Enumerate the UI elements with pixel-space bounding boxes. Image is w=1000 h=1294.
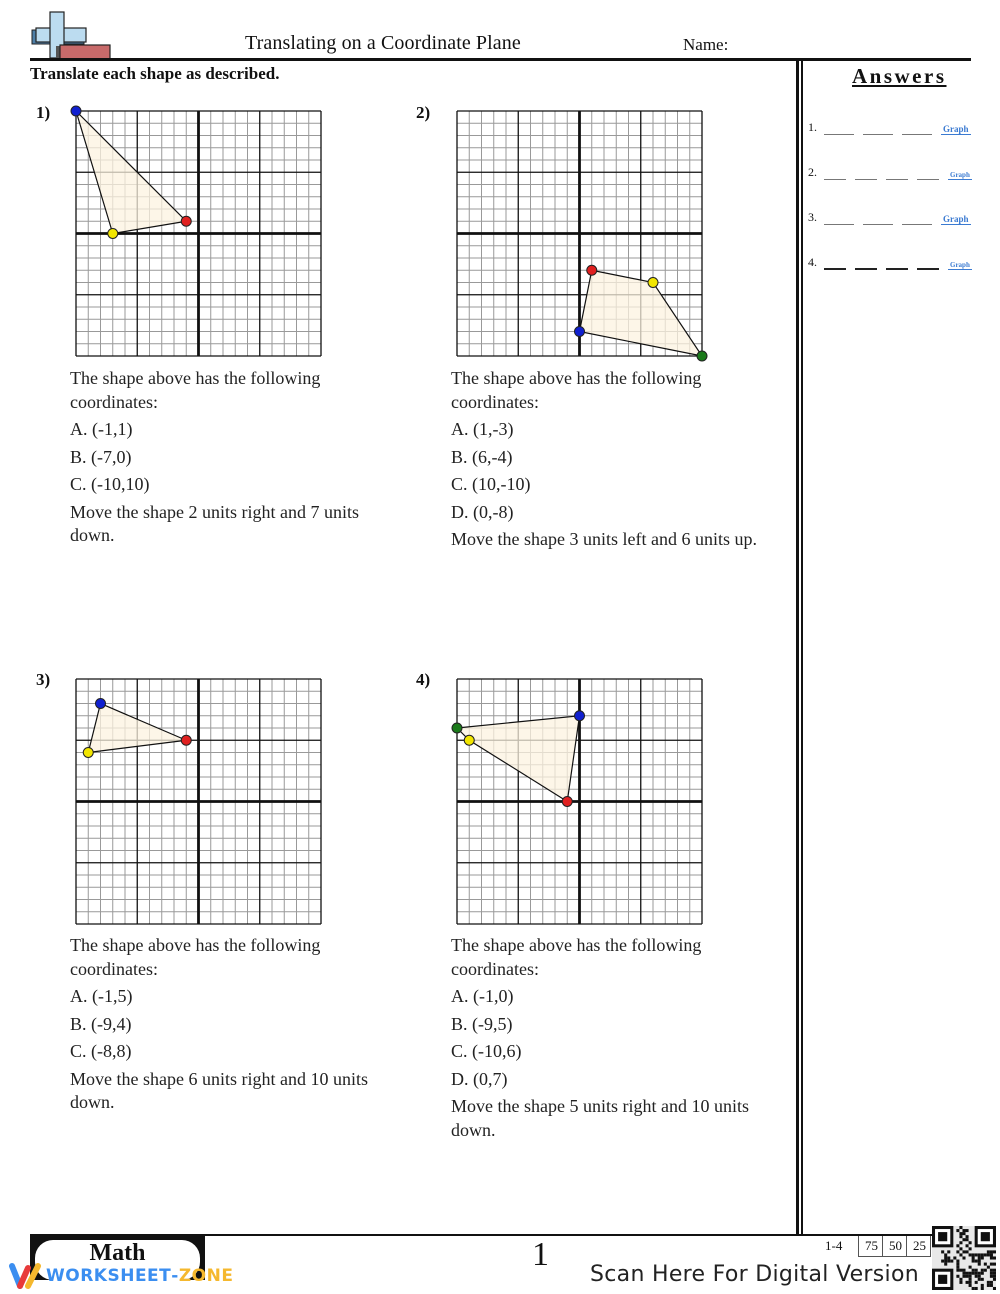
score-cell: 25 — [907, 1236, 931, 1257]
brand-worksheet: WORKSHEET — [46, 1266, 172, 1286]
vertex-point[interactable] — [71, 106, 81, 116]
graph-link[interactable]: Graph — [943, 214, 969, 224]
move-instruction: Move the shape 2 units right and 7 units — [70, 501, 359, 522]
intro-line: The shape above has the following — [70, 368, 321, 388]
intro-line: coordinates: — [451, 958, 539, 979]
coordinate-line: A. (1,-3) — [451, 419, 514, 439]
vertex-point[interactable] — [575, 711, 585, 721]
coordinate-line: B. (6,-4) — [451, 446, 513, 467]
vertex-point[interactable] — [83, 748, 93, 758]
intro-line: coordinates: — [70, 958, 158, 979]
answer-blank[interactable] — [855, 169, 877, 180]
coordinate-line: C. (-10,10) — [70, 474, 150, 494]
vertex-point[interactable] — [181, 216, 191, 226]
problem-number: 2) — [416, 103, 431, 122]
answers-heading: Answers — [852, 64, 947, 88]
page-title: Translating on a Coordinate Plane — [245, 32, 521, 54]
problem-description — [451, 365, 757, 554]
coordinate-line: A. (-1,0) — [451, 986, 514, 1006]
vertex-point[interactable] — [108, 229, 118, 239]
answer-blank[interactable] — [902, 214, 932, 225]
move-instruction: down. — [70, 525, 115, 545]
answer-number: 4. — [808, 255, 817, 269]
coordinate-line: B. (-9,5) — [451, 1013, 513, 1034]
answer-number: 1. — [808, 120, 817, 134]
coordinate-line: C. (10,-10) — [451, 474, 531, 494]
answer-blank[interactable] — [917, 258, 939, 270]
vertex-point[interactable] — [452, 723, 462, 733]
answer-blank[interactable] — [886, 258, 908, 270]
answer-blank[interactable] — [824, 169, 846, 180]
answer-column-divider — [796, 61, 799, 1234]
answer-number: 3. — [808, 210, 817, 224]
coordinate-line: A. (-1,5) — [70, 986, 133, 1006]
coordinate-line: C. (-10,6) — [451, 1041, 522, 1061]
vertex-point[interactable] — [648, 278, 658, 288]
answer-column-divider-inner — [801, 61, 803, 1234]
score-cell: 75 — [859, 1236, 883, 1257]
problem-description — [451, 932, 749, 1144]
move-instruction: Move the shape 6 units right and 10 units — [70, 1068, 368, 1089]
coordinate-line: B. (-7,0) — [70, 446, 132, 467]
answer-blank[interactable] — [824, 124, 854, 135]
answer-blank[interactable] — [824, 258, 846, 270]
vertex-point[interactable] — [697, 351, 707, 361]
answer-row — [808, 120, 971, 135]
answer-blank[interactable] — [824, 214, 854, 225]
coordinate-line: C. (-8,8) — [70, 1041, 132, 1061]
math-badge-label: Math — [89, 1240, 146, 1266]
vertex-point[interactable] — [587, 265, 597, 275]
graph-link[interactable]: Graph — [950, 171, 970, 179]
problem-number: 3) — [36, 670, 51, 689]
answer-blank[interactable] — [855, 258, 877, 270]
vertex-point[interactable] — [575, 327, 585, 337]
answer-row — [808, 255, 972, 270]
coordinate-line: A. (-1,1) — [70, 419, 133, 439]
answer-blank[interactable] — [863, 214, 893, 225]
vertex-point[interactable] — [96, 699, 106, 709]
coordinate-grid[interactable] — [68, 103, 329, 364]
problem-number: 4) — [416, 670, 431, 689]
instructions: Translate each shape as described. — [30, 64, 280, 83]
graph-link[interactable]: Graph — [943, 124, 969, 134]
shape-polygon — [580, 270, 703, 356]
answer-number: 2. — [808, 165, 817, 179]
brand-zone: ZONE — [178, 1266, 234, 1286]
move-instruction: down. — [451, 1119, 496, 1140]
page-number: 1 — [532, 1236, 549, 1273]
coordinate-grid[interactable] — [68, 671, 329, 932]
move-instruction: down. — [70, 1092, 115, 1112]
vertex-point[interactable] — [562, 797, 572, 807]
intro-line: The shape above has the following — [70, 935, 321, 955]
worksheet-zone-logo: WORKSHEET - ZONE — [8, 1262, 233, 1290]
problem-number: 1) — [36, 103, 51, 122]
answer-blank[interactable] — [917, 169, 939, 180]
answer-blank[interactable] — [863, 124, 893, 135]
intro-line: coordinates: — [70, 391, 158, 412]
scan-digital-version-text: Scan Here For Digital Version — [590, 1262, 919, 1287]
answer-blank[interactable] — [902, 124, 932, 135]
name-label: Name: — [683, 35, 729, 54]
vertex-point[interactable] — [464, 735, 474, 745]
vertex-point[interactable] — [181, 735, 191, 745]
problem-description — [70, 365, 359, 550]
move-instruction: Move the shape 5 units right and 10 units — [451, 1096, 749, 1116]
answer-row — [808, 165, 972, 180]
coordinate-grid[interactable] — [449, 671, 710, 932]
math-plus-minus-logo-icon — [28, 8, 112, 60]
coordinate-line: B. (-9,4) — [70, 1013, 132, 1034]
worksheet-zone-w-icon — [8, 1262, 46, 1290]
move-instruction: Move the shape 3 units left and 6 units up. — [451, 529, 757, 549]
score-cell: 50 — [883, 1236, 907, 1257]
header-divider — [30, 58, 971, 61]
intro-line: The shape above has the following — [451, 368, 702, 388]
score-range: 1-4 — [825, 1238, 843, 1253]
coordinate-grid[interactable] — [449, 103, 710, 364]
coordinate-line: D. (0,7) — [451, 1068, 508, 1089]
intro-line: coordinates: — [451, 391, 539, 412]
problem-description — [70, 932, 368, 1117]
answer-blank[interactable] — [886, 169, 908, 180]
score-table — [858, 1236, 931, 1257]
qr-code-icon[interactable] — [932, 1226, 996, 1290]
answer-row — [808, 210, 971, 225]
graph-link[interactable]: Graph — [950, 261, 970, 269]
intro-line: The shape above has the following — [451, 935, 702, 955]
coordinate-line: D. (0,-8) — [451, 501, 514, 522]
